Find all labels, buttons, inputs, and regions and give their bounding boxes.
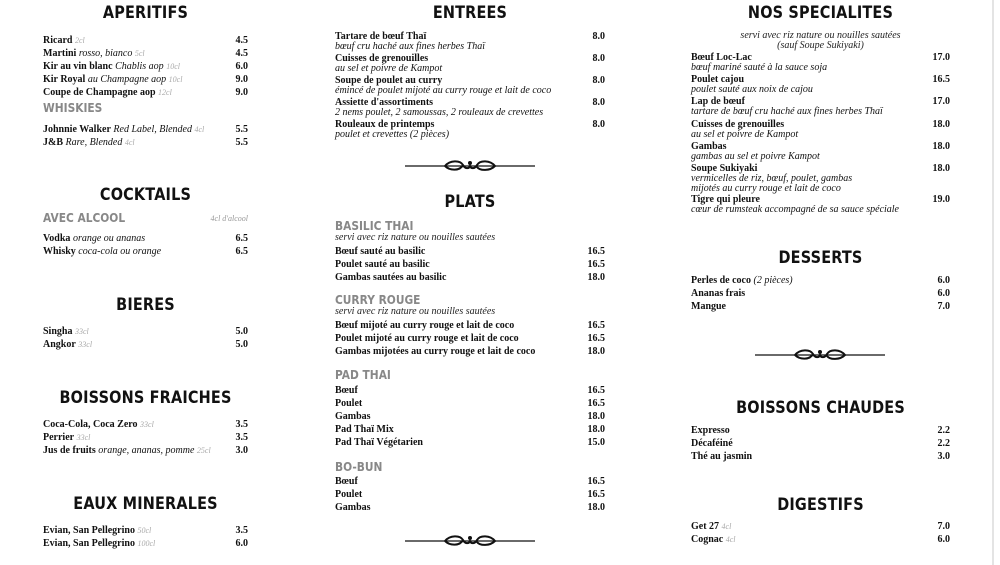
- item-name: Assiette d'assortiments: [335, 97, 434, 108]
- item-volume: 2cl: [74, 36, 85, 45]
- item-price: 7.0: [937, 301, 950, 312]
- item-volume: 33cl: [76, 433, 91, 442]
- item-detail: rosso, bianco: [78, 48, 133, 59]
- menu-item[interactable]: [43, 420, 248, 430]
- item-price: 6.0: [235, 61, 248, 72]
- section-subtitle: servi avec riz nature ou nouilles sautées: [335, 232, 496, 243]
- item-name: Bœuf Loc-Lac: [691, 52, 752, 63]
- item-name: J&B: [43, 137, 63, 148]
- item-price: 5.0: [235, 326, 248, 337]
- item-price: 18.0: [587, 346, 605, 357]
- subheading-pad-thai: PAD THAI: [335, 367, 391, 382]
- item-detail: Red Label, Blended: [113, 124, 192, 135]
- item-name: Décaféiné: [691, 438, 733, 449]
- item-name: Coca-Cola, Coca Zero: [43, 419, 138, 430]
- item-name: Jus de fruits: [43, 445, 96, 456]
- menu-item[interactable]: [691, 289, 950, 299]
- item-name: Poulet: [335, 398, 363, 409]
- ornament-divider: [755, 348, 885, 362]
- item-name: Evian, San Pellegrino: [43, 538, 135, 549]
- item-price: 17.0: [932, 96, 950, 107]
- menu-item[interactable]: [691, 75, 950, 95]
- item-volume: 10cl: [168, 75, 183, 84]
- section-title-aperitifs: APERITIFS: [102, 3, 189, 23]
- menu-item[interactable]: [691, 142, 950, 162]
- menu-item[interactable]: [335, 247, 605, 257]
- item-price: 2.2: [937, 425, 950, 436]
- item-name: Bœuf: [335, 476, 358, 487]
- ornament-divider: [405, 534, 535, 548]
- item-price: 6.0: [937, 275, 950, 286]
- menu-item[interactable]: [43, 88, 248, 98]
- menu-item[interactable]: [43, 36, 248, 46]
- item-price: 5.0: [235, 339, 248, 350]
- item-name: Vodka: [43, 233, 71, 244]
- item-price: 16.5: [587, 333, 605, 344]
- item-name: Perrier: [43, 432, 75, 443]
- item-price: 8.0: [592, 31, 605, 42]
- menu-item[interactable]: [335, 76, 605, 96]
- item-price: 18.0: [587, 411, 605, 422]
- item-price: 18.0: [932, 119, 950, 130]
- section-title-desserts: DESSERTS: [778, 248, 863, 268]
- item-name: Gambas: [691, 141, 727, 152]
- item-volume: 25cl: [196, 446, 211, 455]
- item-name: Tigre qui pleure: [691, 194, 760, 205]
- item-price: 16.5: [587, 385, 605, 396]
- item-price: 16.5: [587, 259, 605, 270]
- serving-note: 4cl d'alcool: [210, 214, 248, 223]
- ornament-divider: [405, 159, 535, 173]
- menu-item[interactable]: [335, 438, 605, 448]
- menu-item[interactable]: [691, 195, 950, 215]
- item-name: Pad Thaï Végétarien: [335, 437, 423, 448]
- subheading-avec-alcool: AVEC ALCOOL: [43, 210, 126, 225]
- item-name: Poulet mijoté au curry rouge et lait de coco: [335, 333, 519, 344]
- item-name: Rouleaux de printemps: [335, 119, 435, 130]
- item-price: 18.0: [587, 424, 605, 435]
- item-description: tartare de bœuf cru haché aux fines herbes Thaï: [691, 106, 883, 117]
- menu-item[interactable]: [335, 412, 605, 422]
- item-name: Cognac: [691, 534, 724, 545]
- item-price: 18.0: [587, 272, 605, 283]
- section-title-bieres: BIERES: [116, 295, 175, 315]
- menu-item[interactable]: [43, 234, 248, 244]
- section-title-entrees: ENTREES: [432, 3, 508, 23]
- item-volume: 5cl: [134, 49, 145, 58]
- menu-item[interactable]: [691, 276, 950, 286]
- item-name: Cuisses de grenouilles: [335, 53, 429, 64]
- menu-item[interactable]: [335, 54, 605, 74]
- menu-item[interactable]: [335, 260, 605, 270]
- menu-item[interactable]: [335, 321, 605, 331]
- menu-column-drinks: [43, 0, 248, 565]
- section-title-boissons-fraiches: BOISSONS FRAICHES: [59, 388, 232, 408]
- item-price: 7.0: [937, 521, 950, 532]
- menu-item[interactable]: [691, 164, 950, 194]
- item-price: 9.0: [235, 74, 248, 85]
- item-price: 3.0: [937, 451, 950, 462]
- item-price: 4.5: [235, 35, 248, 46]
- item-detail: orange ou ananas: [72, 233, 146, 244]
- menu-item[interactable]: [43, 75, 248, 85]
- item-name: Soupe de poulet au curry: [335, 75, 443, 86]
- subheading-bo-bun: BO-BUN: [335, 459, 383, 474]
- item-price: 9.0: [235, 87, 248, 98]
- item-name: Bœuf sauté au basilic: [335, 246, 426, 257]
- menu-item[interactable]: [691, 97, 950, 117]
- item-price: 18.0: [932, 141, 950, 152]
- item-name: Pad Thaï Mix: [335, 424, 394, 435]
- menu-item[interactable]: [335, 32, 605, 52]
- item-volume: 4cl: [194, 125, 205, 134]
- menu-item[interactable]: [335, 347, 605, 357]
- item-price: 18.0: [587, 502, 605, 513]
- section-title-digestifs: DIGESTIFS: [777, 495, 864, 515]
- section-title-plats: PLATS: [444, 192, 496, 212]
- item-name: Get 27: [691, 521, 720, 532]
- item-price: 6.0: [937, 534, 950, 545]
- item-name: Perles de coco: [691, 275, 751, 286]
- item-name: Whisky: [43, 246, 76, 257]
- menu-item[interactable]: [335, 120, 605, 140]
- item-name: Gambas sautées au basilic: [335, 272, 447, 283]
- item-name: Poulet sauté au basilic: [335, 259, 430, 270]
- menu-item[interactable]: [43, 340, 248, 350]
- item-detail: Rare, Blended: [65, 137, 123, 148]
- subheading-whiskies: WHISKIES: [43, 100, 103, 115]
- item-volume: 33cl: [74, 327, 89, 336]
- item-price: 6.0: [235, 538, 248, 549]
- item-price: 6.5: [235, 233, 248, 244]
- item-description: au sel et poivre de Kampot: [691, 129, 799, 140]
- menu-column-specialites: [691, 0, 950, 565]
- item-price: 16.5: [932, 74, 950, 85]
- item-price: 16.5: [587, 320, 605, 331]
- menu-item[interactable]: [335, 490, 605, 500]
- item-description: au sel et poivre de Kampot: [335, 63, 443, 74]
- item-volume: 10cl: [166, 62, 180, 71]
- menu-item[interactable]: [43, 49, 248, 59]
- item-name: Ricard: [43, 35, 73, 46]
- item-description: gambas au sel et poivre Kampot: [691, 151, 820, 162]
- item-name: Martini: [43, 48, 77, 59]
- menu-item[interactable]: [335, 425, 605, 435]
- subheading-curry-rouge: CURRY ROUGE: [335, 292, 421, 307]
- item-volume: 50cl: [137, 526, 152, 535]
- item-price: 17.0: [932, 52, 950, 63]
- item-description: vermicelles de riz, bœuf, poulet, gambas: [691, 173, 853, 184]
- item-price: 3.5: [235, 432, 248, 443]
- item-name: Soupe Sukiyaki: [691, 163, 758, 174]
- menu-item[interactable]: [335, 98, 605, 118]
- item-detail: au Champagne aop: [87, 74, 167, 85]
- item-volume: 100cl: [137, 539, 156, 548]
- section-subtitle: servi avec riz nature ou nouilles sautées: [740, 30, 901, 41]
- item-price: 19.0: [932, 194, 950, 205]
- item-price: 16.5: [587, 476, 605, 487]
- menu-item[interactable]: [691, 302, 950, 312]
- menu-item[interactable]: [43, 327, 248, 337]
- section-title-cocktails: COCKTAILS: [99, 185, 192, 205]
- section-title-boissons-chaudes: BOISSONS CHAUDES: [736, 398, 905, 418]
- item-detail: (2 pièces): [753, 275, 793, 286]
- item-price: 8.0: [592, 97, 605, 108]
- menu-item[interactable]: [43, 526, 248, 536]
- item-price: 8.0: [592, 75, 605, 86]
- item-name: Kir au vin blanc: [43, 61, 113, 72]
- item-price: 6.0: [937, 288, 950, 299]
- item-name: Poulet: [335, 489, 363, 500]
- menu-item[interactable]: [43, 247, 248, 257]
- menu-item[interactable]: [43, 539, 248, 549]
- item-description: cœur de rumsteak accompagné de sa sauce spéciale: [691, 204, 899, 215]
- menu-item[interactable]: [691, 452, 950, 462]
- section-title-eaux-minerales: EAUX MINERALES: [73, 494, 218, 514]
- menu-item[interactable]: [691, 53, 950, 73]
- item-name: Gambas: [335, 411, 371, 422]
- menu-item[interactable]: [43, 433, 248, 443]
- item-name: Coupe de Champagne aop: [43, 87, 156, 98]
- menu-item[interactable]: [335, 386, 605, 396]
- item-name: Cuisses de grenouilles: [691, 119, 785, 130]
- section-subtitle: (sauf Soupe Sukiyaki): [777, 40, 864, 51]
- menu-item[interactable]: [691, 120, 950, 140]
- item-name: Kir Royal: [43, 74, 86, 85]
- item-name: Gambas: [335, 502, 371, 513]
- menu-item[interactable]: [335, 273, 605, 283]
- item-name: Poulet cajou: [691, 74, 745, 85]
- menu-item[interactable]: [691, 426, 950, 436]
- subheading-basilic-thai: BASILIC THAI: [335, 218, 414, 233]
- item-name: Evian, San Pellegrino: [43, 525, 135, 536]
- item-name: Gambas mijotées au curry rouge et lait de coco: [335, 346, 536, 357]
- item-description: 2 nems poulet, 2 samoussas, 2 rouleaux de crevettes: [335, 107, 544, 118]
- section-subtitle: servi avec riz nature ou nouilles sautées: [335, 306, 496, 317]
- section-title-nos-specialites: NOS SPECIALITES: [747, 3, 894, 23]
- menu-item[interactable]: [691, 535, 950, 545]
- menu-item[interactable]: [335, 503, 605, 513]
- item-volume: 4cl: [721, 522, 732, 531]
- item-name: Lap de bœuf: [691, 96, 745, 107]
- item-description: bœuf mariné sauté à la sauce soja: [691, 62, 828, 73]
- item-volume: 33cl: [140, 420, 154, 429]
- item-volume: 33cl: [78, 340, 93, 349]
- item-price: 16.5: [587, 398, 605, 409]
- menu-item[interactable]: [43, 125, 248, 135]
- item-name: Angkor: [43, 339, 76, 350]
- item-description: mijotés au curry rouge et lait de coco: [691, 183, 841, 194]
- item-price: 8.0: [592, 53, 605, 64]
- item-price: 6.5: [235, 246, 248, 257]
- menu-item[interactable]: [335, 334, 605, 344]
- item-description: émincé de poulet mijoté au curry rouge et lait de coco: [335, 85, 552, 96]
- item-price: 2.2: [937, 438, 950, 449]
- item-volume: 4cl: [124, 138, 135, 147]
- item-price: 3.5: [235, 419, 248, 430]
- item-name: Expresso: [691, 425, 730, 436]
- menu-item[interactable]: [43, 62, 248, 72]
- item-price: 8.0: [592, 119, 605, 130]
- item-price: 5.5: [235, 124, 248, 135]
- item-price: 15.0: [587, 437, 605, 448]
- menu-item[interactable]: [691, 522, 950, 532]
- item-volume: 12cl: [158, 88, 172, 97]
- item-price: 18.0: [932, 163, 950, 174]
- item-price: 5.5: [235, 137, 248, 148]
- item-name: Bœuf: [335, 385, 358, 396]
- item-name: Bœuf mijoté au curry rouge et lait de coco: [335, 320, 515, 331]
- item-description: poulet sauté aux noix de cajou: [691, 84, 813, 95]
- item-name: Thé au jasmin: [691, 451, 753, 462]
- item-price: 3.5: [235, 525, 248, 536]
- item-description: poulet et crevettes (2 pièces): [335, 129, 450, 140]
- item-volume: 4cl: [725, 535, 736, 544]
- item-detail: orange, ananas, pomme: [98, 445, 195, 456]
- item-price: 3.0: [235, 445, 248, 456]
- item-name: Tartare de bœuf Thaï: [335, 31, 427, 42]
- item-name: Johnnie Walker: [43, 124, 111, 135]
- menu-item[interactable]: [43, 138, 248, 148]
- item-description: bœuf cru haché aux fines herbes Thaï: [335, 41, 485, 52]
- item-name: Mangue: [691, 301, 726, 312]
- item-name: Singha: [43, 326, 73, 337]
- item-price: 16.5: [587, 489, 605, 500]
- item-detail: coca-cola ou orange: [78, 246, 162, 257]
- item-detail: Chablis aop: [115, 61, 164, 72]
- item-price: 4.5: [235, 48, 248, 59]
- menu-item[interactable]: [43, 446, 248, 456]
- item-name: Ananas frais: [691, 288, 746, 299]
- menu-item[interactable]: [335, 477, 605, 487]
- item-price: 16.5: [587, 246, 605, 257]
- scrollbar[interactable]: [992, 0, 994, 565]
- menu-column-entrees-plats: [335, 0, 605, 565]
- menu-item[interactable]: [691, 439, 950, 449]
- menu-item[interactable]: [335, 399, 605, 409]
